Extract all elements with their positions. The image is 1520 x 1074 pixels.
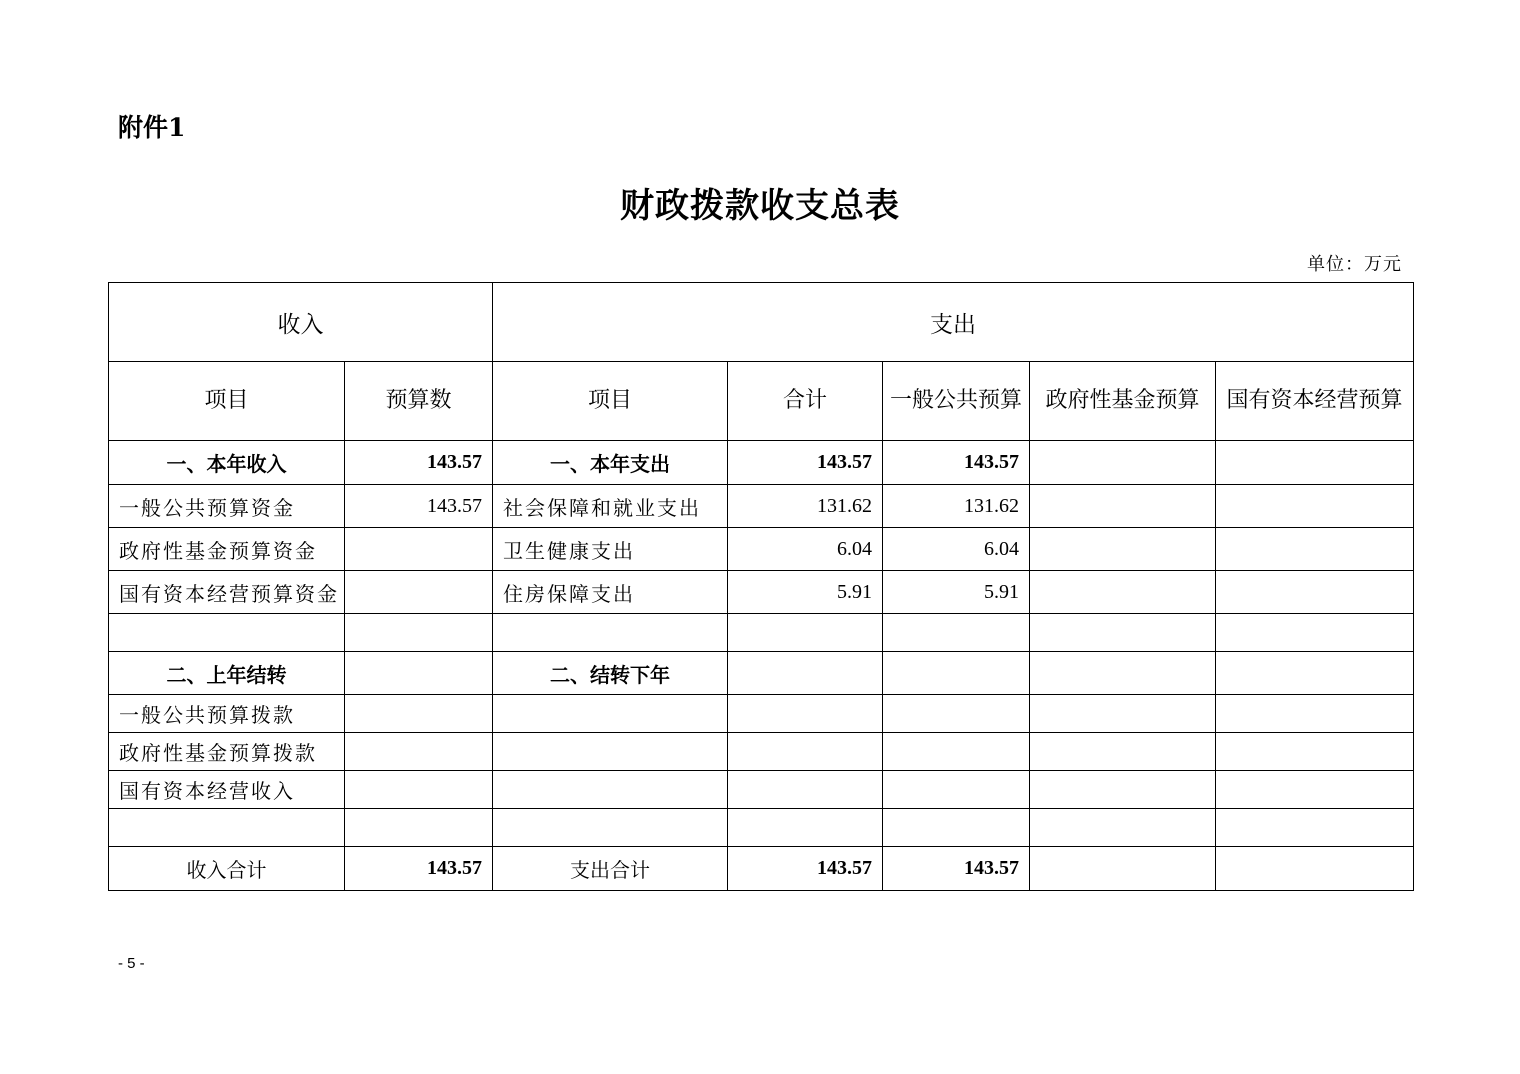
gov-fund-value [1030, 809, 1216, 847]
state-capital-value [1216, 809, 1414, 847]
expense-total-value: 143.57 [728, 847, 883, 891]
gov-fund-value [1030, 485, 1216, 528]
income-item: 一、本年收入 [109, 441, 345, 485]
table-row [109, 652, 1414, 695]
expense-item: 一、本年支出 [493, 441, 728, 485]
general-value [883, 614, 1030, 652]
table-row [109, 441, 1414, 485]
header-income: 收入 [109, 283, 493, 362]
table-row [109, 614, 1414, 652]
table-row [109, 695, 1414, 733]
gov-fund-value [1030, 695, 1216, 733]
col-state-capital-budget: 国有资本经营预算 [1216, 362, 1414, 441]
unit-label: 单位：万元 [1307, 254, 1402, 275]
budget-value [345, 571, 493, 614]
income-total-label: 收入合计 [109, 847, 345, 891]
general-value [883, 733, 1030, 771]
state-capital-value [1216, 528, 1414, 571]
table-row [109, 809, 1414, 847]
expense-item [493, 614, 728, 652]
budget-value [345, 614, 493, 652]
expense-item: 二、结转下年 [493, 652, 728, 695]
col-expense-item: 项目 [493, 362, 728, 441]
state-capital-value [1216, 652, 1414, 695]
expense-item [493, 809, 728, 847]
state-capital-value [1216, 441, 1414, 485]
col-budget: 预算数 [345, 362, 493, 441]
page-title: 财政拨款收支总表 [620, 186, 900, 226]
gov-fund-value [1030, 733, 1216, 771]
income-total-value: 143.57 [345, 847, 493, 891]
total-value [728, 809, 883, 847]
col-total: 合计 [728, 362, 883, 441]
state-capital-value [1216, 571, 1414, 614]
budget-value [345, 652, 493, 695]
total-value: 6.04 [728, 528, 883, 571]
gov-fund-total-value [1030, 847, 1216, 891]
general-value [883, 695, 1030, 733]
table-subheader-row [109, 362, 1414, 441]
general-value: 5.91 [883, 571, 1030, 614]
general-value: 6.04 [883, 528, 1030, 571]
budget-value: 143.57 [345, 485, 493, 528]
income-item: 国有资本经营收入 [109, 771, 345, 809]
income-item: 国有资本经营预算资金 [109, 571, 345, 614]
total-value [728, 695, 883, 733]
budget-value: 143.57 [345, 441, 493, 485]
general-value [883, 652, 1030, 695]
table-row [109, 771, 1414, 809]
total-value: 5.91 [728, 571, 883, 614]
expense-item: 卫生健康支出 [493, 528, 728, 571]
gov-fund-value [1030, 652, 1216, 695]
gov-fund-value [1030, 571, 1216, 614]
expense-total-label: 支出合计 [493, 847, 728, 891]
total-value [728, 771, 883, 809]
general-value: 143.57 [883, 441, 1030, 485]
budget-value [345, 733, 493, 771]
expense-item: 社会保障和就业支出 [493, 485, 728, 528]
total-value [728, 614, 883, 652]
col-general-budget: 一般公共预算 [883, 362, 1030, 441]
gov-fund-value [1030, 441, 1216, 485]
state-capital-value [1216, 485, 1414, 528]
table-row [109, 528, 1414, 571]
income-item [109, 809, 345, 847]
table-row [109, 733, 1414, 771]
income-item [109, 614, 345, 652]
table-header-row [109, 283, 1414, 362]
state-capital-value [1216, 771, 1414, 809]
general-value [883, 809, 1030, 847]
gov-fund-value [1030, 528, 1216, 571]
budget-value [345, 528, 493, 571]
attachment-label: 附件1 [118, 113, 186, 142]
budget-value [345, 771, 493, 809]
state-capital-value [1216, 614, 1414, 652]
col-gov-fund-budget: 政府性基金预算 [1030, 362, 1216, 441]
col-income-item: 项目 [109, 362, 345, 441]
total-value: 131.62 [728, 485, 883, 528]
table-row [109, 485, 1414, 528]
budget-table [108, 282, 1414, 891]
expense-item [493, 733, 728, 771]
income-item: 二、上年结转 [109, 652, 345, 695]
expense-item: 住房保障支出 [493, 571, 728, 614]
general-value [883, 771, 1030, 809]
total-value [728, 652, 883, 695]
state-capital-value [1216, 695, 1414, 733]
table-total-row [109, 847, 1414, 891]
state-capital-value [1216, 733, 1414, 771]
gov-fund-value [1030, 771, 1216, 809]
page-number: - 5 - [118, 955, 145, 972]
income-item: 政府性基金预算资金 [109, 528, 345, 571]
expense-item [493, 695, 728, 733]
table-row [109, 571, 1414, 614]
income-item: 一般公共预算资金 [109, 485, 345, 528]
total-value [728, 733, 883, 771]
gov-fund-value [1030, 614, 1216, 652]
income-item: 政府性基金预算拨款 [109, 733, 345, 771]
income-item: 一般公共预算拨款 [109, 695, 345, 733]
total-value: 143.57 [728, 441, 883, 485]
general-value: 131.62 [883, 485, 1030, 528]
expense-item [493, 771, 728, 809]
budget-value [345, 809, 493, 847]
general-total-value: 143.57 [883, 847, 1030, 891]
state-capital-total-value [1216, 847, 1414, 891]
header-expense: 支出 [493, 283, 1414, 362]
budget-value [345, 695, 493, 733]
